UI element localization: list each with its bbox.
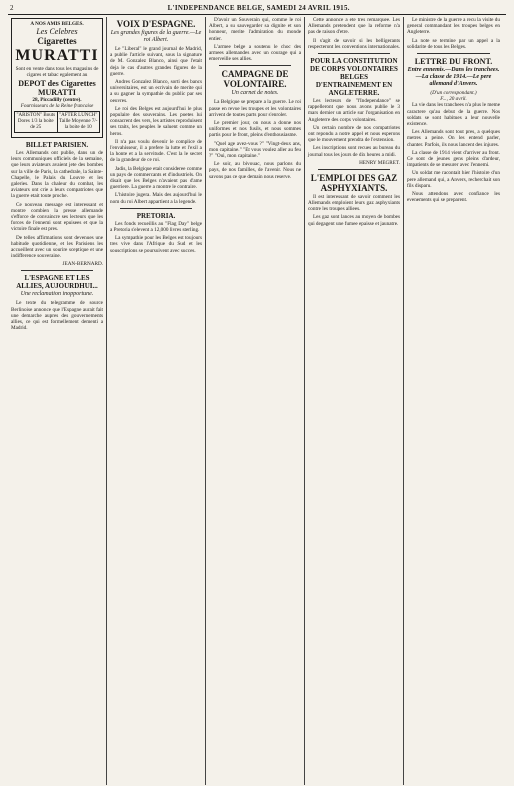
campagne-para: La Belgique se prepare a la guerre. Le roi passe en revue les troupes et les volontaires arrivent de toutes parts pour s'enroler.	[209, 99, 301, 118]
lettre-para: La vie dans les tranchees n'a plus le meme caractere qu'au debut de la guerre. Nos soldats se sont habitues a leur nouvelle existence.	[407, 102, 500, 128]
ad-brand: MURATTI	[15, 47, 99, 65]
constitution-para: Un certain nombre de nos compatriotes ont repondu a notre appel et nous esperons que le mouvement prendra de l'extension.	[308, 124, 400, 144]
gaz-para: Il est interessant de savoir comment les Allemands emploient leurs gaz asphyxiants contre les troupes alliees.	[308, 193, 400, 213]
ad-price-box	[14, 111, 100, 133]
billet-para: Les Allemands ont publie, dans un de leurs communiques officiels de la semaine, que leurs aviateurs avaient jete des bombes sur la ville de Paris, la cathedrale, la Sainte-Chapelle, le Palais du Louvre et les galeries. Dans la chaleur du combat, les aviateurs ont crie a leurs compatriotes que la guerre etait toute proche.	[11, 150, 103, 200]
masthead-title: L'INDEPENDANCE BELGE, SAMEDI 24 AVRIL 1915.	[167, 4, 350, 12]
ad-box-left: "ARISTON" Bouts Dores 1/3 la boite de 25	[16, 113, 56, 131]
col3-para: L'armee belge a soutenu le choc des armees allemandes avec un courage qui a emerveille ses allies.	[209, 43, 301, 63]
espagne-para: Le texte du telegramme de source Berlinoise annonce que l'Espagne aurait fait une demarche aupres des gouvernements allies, ce qui est formellement dementi a Madrid.	[11, 300, 103, 332]
voix-para: Le "Liberal" le grand journal de Madrid, a publie l'article suivant, sous la signature de M. Gonzalez Blanco, ainsi que l'etait deja le cas d'autres grandes figures de la guerre.	[110, 46, 202, 77]
lettre-dateline-2: F..., 20 avril.	[440, 96, 467, 103]
voix-para: Andres Gonzalez Blanco, sorti des bancs universitaires, est un ecrivain de merite qui a su gagner la sympathie du public par ses oeuvres.	[110, 79, 202, 104]
divider	[219, 65, 291, 66]
constitution-para: Les lecteurs de "l'Independance" se rappelleront que nous avons publie le 3 mars dernier un article sur l'organisation en Angleterre des corps volontaires.	[308, 98, 400, 123]
pretoria-title: PRETORIA.	[136, 211, 176, 220]
column-2	[107, 17, 206, 785]
col4-para: Il s'agit de savoir si les belligerants respecteront les conventions internationales.	[308, 37, 400, 50]
divider	[417, 53, 490, 54]
ad-text-1: Sont en vente dans tous les magasins de cigares et tabac egalement au	[15, 66, 99, 79]
lettre-title: LETTRE DU FRONT.	[414, 57, 493, 67]
columns	[8, 17, 506, 785]
ad-box-right: "AFTER LUNCH" Taille Moyenne 7/- la boite de 10	[57, 112, 100, 132]
voix-headline: VOIX D'ESPAGNE.	[116, 19, 196, 29]
espagne-title: L'ESPAGNE ET LES ALLIES, AUJOURDHUI...	[16, 274, 98, 291]
ad-header: A NOS AMIS BELGES.	[30, 21, 84, 27]
ad-depot: DEPOT des Cigarettes MURATTI	[18, 78, 96, 97]
billet-signature: JEAN-BERNARD.	[62, 261, 103, 268]
billet-para: De telles affirmations sont devenues une habitude quotidienne, et les Parisiens les accueillent avec un sourire sceptique et une indifference souveraine.	[11, 234, 103, 260]
column-4	[305, 17, 404, 785]
column-5	[404, 17, 503, 785]
campagne-title: CAMPAGNE DE VOLONTAIRE.	[221, 69, 289, 90]
campagne-subtitle: Un carnet de notes.	[231, 90, 279, 97]
constitution-title: POUR LA CONSTITUTION DE CORPS VOLONTAIRES BELGES D'ENTRAINEMENT EN ANGLETERRE.	[310, 57, 398, 98]
column-1	[8, 17, 107, 785]
voix-para: L'histoire jugera. Mais des aujourd'hui le nom du roi Albert appartient a la legende.	[110, 192, 202, 205]
lettre-para: Nous attendons avec confiance les evenements qui se preparent.	[407, 191, 500, 204]
col3-para: D'avoir un Souverain qui, comme le roi Albert, a su sauvegarder sa dignite et son honneur, merite l'admiration du monde entier.	[209, 17, 301, 42]
ad-text-2: Fournisseurs de la Reine francaise	[20, 102, 94, 109]
divider	[21, 270, 93, 271]
col5-para: Le ministre de la guerre a recu la visite du general commandant les troupes belges en Angleterre.	[407, 17, 500, 36]
pretoria-para: Les fonds recueillis au "Flag Day" belge a Pretoria s'elevent a 12,000 livres sterling.	[110, 220, 202, 234]
lettre-para: Les Allemands sont tout pres, a quelques metres a peine. On les entend parler, chanter. Parfois, ils nous lancent des injures.	[407, 129, 500, 148]
masthead	[8, 4, 506, 15]
divider	[120, 208, 192, 209]
muratti-advertisement	[11, 18, 103, 138]
ad-address: 28, Piccadilly (centre).	[32, 96, 82, 103]
campagne-para: "Quel age avez-vous ?" "Vingt-deux ans, mon capitaine." "Et vous voulez aller au feu ?" "Oui, mon capitaine."	[209, 140, 301, 160]
voix-para: Il n'a pas voulu devenir le complice de l'envahisseur, il a prefere la lutte et l'exil a la honte et a la servitude. C'est la le secret de la grandeur de ce roi.	[110, 138, 202, 164]
ad-cigarettes: Cigarettes	[37, 36, 77, 47]
voix-subhead: Les grandes figures de la guerre.—Le roi Albert.	[110, 30, 202, 43]
col5-para: La note se termine par un appel a la solidarite de tous les Belges.	[407, 37, 500, 50]
column-3	[206, 17, 305, 785]
voix-para: Le roi des Belges est aujourd'hui le plus populaire des souverains. Les poetes lui consacrent des vers, les artistes reproduisent ses traits, les peuples le saluent comme un heros.	[110, 105, 202, 137]
constitution-signature: HENRY MEGRET.	[359, 159, 400, 166]
billet-para: Ce nouveau message est interessant et montre combien la presse allemande s'efforce de convaincre ses lecteurs que les forces de l'ennemi sont epuisees et que la victoire finale est pres.	[11, 201, 103, 233]
constitution-para: Les inscriptions sont recues au bureau du journal tous les jours de dix heures a midi.	[308, 145, 400, 158]
voix-para: Jadis, la Belgique etait consideree comme un pays de commercants et d'industriels. On disait que les Belges n'avaient pas d'ame guerriere. La guerre a montre le contraire.	[110, 165, 203, 191]
lettre-para: Un soldat me racontait hier l'histoire d'un pere allemand qui, a Anvers, recherchait son fils disparu.	[407, 170, 500, 189]
campagne-para: Le soir, au bivouac, nous parlons du pays, de nos familles, de l'avenir. Nous ne savons pas ce que demain nous reserve.	[209, 161, 301, 180]
lettre-subtitle: Entre ennemis.—Dans les tranchees.—La classe de 1914.—Le pere allemand d'Anvers.	[407, 67, 500, 88]
lettre-para: La classe de 1914 vient d'arriver au front. Ce sont de jeunes gens pleins d'ardeur, impatients de se mesurer avec l'ennemi.	[407, 149, 500, 169]
campagne-para: Le premier jour, on nous a donne nos uniformes et nos fusils, et nous sommes partis pour le front, pleins d'enthousiasme.	[209, 120, 301, 139]
gaz-para: Les gaz sont lances au moyen de bombes qui degagent une fumee epaisse et jaunatre.	[308, 214, 400, 227]
divider	[318, 169, 390, 170]
lettre-dateline: (D'un correspondant.)	[430, 90, 477, 97]
gaz-title: L'EMPLOI DES GAZ ASPHYXIANTS.	[310, 172, 398, 193]
espagne-subtitle: Une reclamation inopportune.	[20, 291, 94, 298]
billet-title: BILLET PARISIEN.	[25, 141, 89, 150]
page-number: 2	[10, 4, 14, 12]
col4-para: Cette annonce a ete tres remarquee. Les Allemands pretendent que la reforme n'a pas de raison d'etre.	[308, 17, 400, 36]
pretoria-para: La sympathie pour les Belges est toujours tres vive dans l'Afrique du Sud et les souscriptions se poursuivent avec succes.	[110, 235, 202, 254]
divider	[318, 53, 390, 54]
ad-les: Les Celebres	[36, 27, 78, 37]
